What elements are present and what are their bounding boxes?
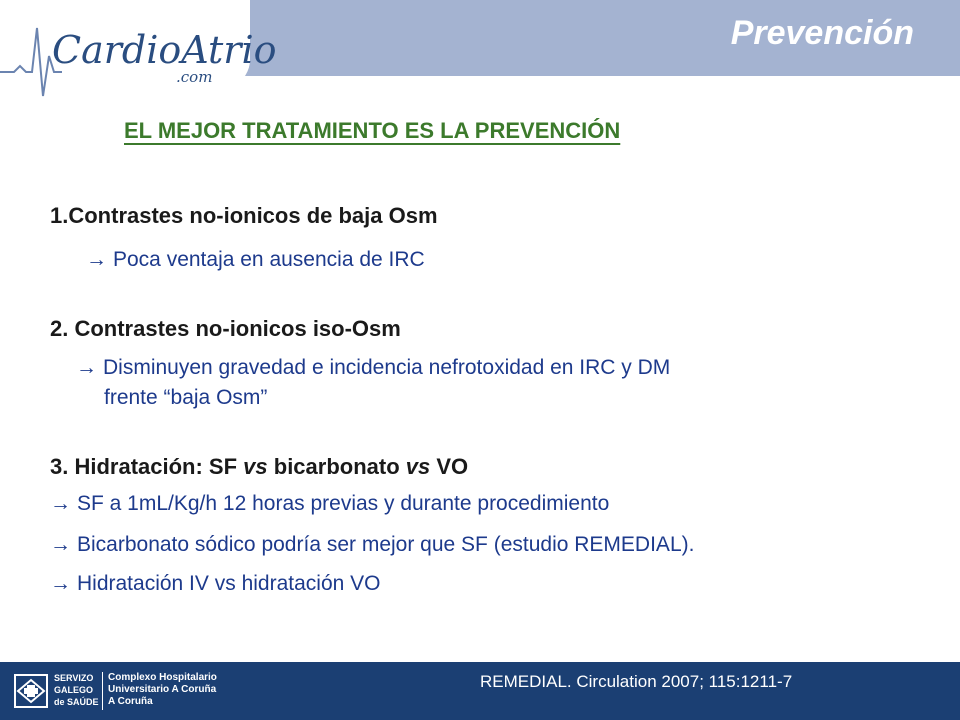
cardioatrio-logo xyxy=(0,0,277,100)
arrow-right-icon: → xyxy=(50,492,71,515)
subpoint-text: Bicarbonato sódico podría ser mejor que SF (estudio REMEDIAL). xyxy=(77,533,695,556)
arrow-right-icon: → xyxy=(86,248,107,271)
arrow-right-icon: → xyxy=(50,572,71,595)
slide-title: Prevención xyxy=(730,14,914,52)
heading-part: 3. Hidratación: SF xyxy=(50,454,244,479)
heading-part-italic: vs xyxy=(243,454,268,479)
point-3-subpoint-3 xyxy=(50,572,380,596)
point-3-subpoint-2 xyxy=(50,533,694,557)
sergas-cross-icon xyxy=(14,674,48,708)
arrow-right-icon: → xyxy=(50,533,71,556)
subpoint-text: SF a 1mL/Kg/h 12 horas previas y durante procedimiento xyxy=(77,492,610,515)
reference-citation: REMEDIAL. Circulation 2007; 115:1211-7 xyxy=(480,672,793,691)
point-2-heading: 2. Contrastes no-ionicos iso-Osm xyxy=(50,316,401,341)
point-2-subpoint-1-continued: frente “baja Osm” xyxy=(104,386,268,409)
subpoint-text: Disminuyen gravedad e incidencia nefrotoxidad en IRC y DM xyxy=(103,356,671,379)
hospital-name: Complexo Hospitalario Universitario A Coruña A Coruña xyxy=(108,672,217,707)
point-3-subpoint-1 xyxy=(50,492,609,516)
heading-part: bicarbonato xyxy=(267,454,406,479)
heading-part-italic: vs xyxy=(405,454,431,479)
point-2-subpoint-1 xyxy=(76,356,670,380)
logo-divider xyxy=(102,672,103,710)
institution-logo xyxy=(14,670,244,714)
arrow-right-icon: → xyxy=(76,356,97,379)
logo-name: CardioAtrio xyxy=(52,28,277,72)
logo-suffix: .com xyxy=(176,68,213,86)
service-name: SERVIZO GALEGO de SAÚDE xyxy=(54,673,99,707)
point-3-heading xyxy=(50,454,468,480)
point-1-heading: 1.Contrastes no-ionicos de baja Osm xyxy=(50,203,438,228)
heading-part: VO xyxy=(430,454,469,479)
headline: EL MEJOR TRATAMIENTO ES LA PREVENCIÓN xyxy=(124,118,621,143)
subpoint-text: Hidratación IV vs hidratación VO xyxy=(77,572,381,595)
point-1-subpoint-1 xyxy=(86,248,425,272)
subpoint-text: Poca ventaja en ausencia de IRC xyxy=(113,248,425,271)
